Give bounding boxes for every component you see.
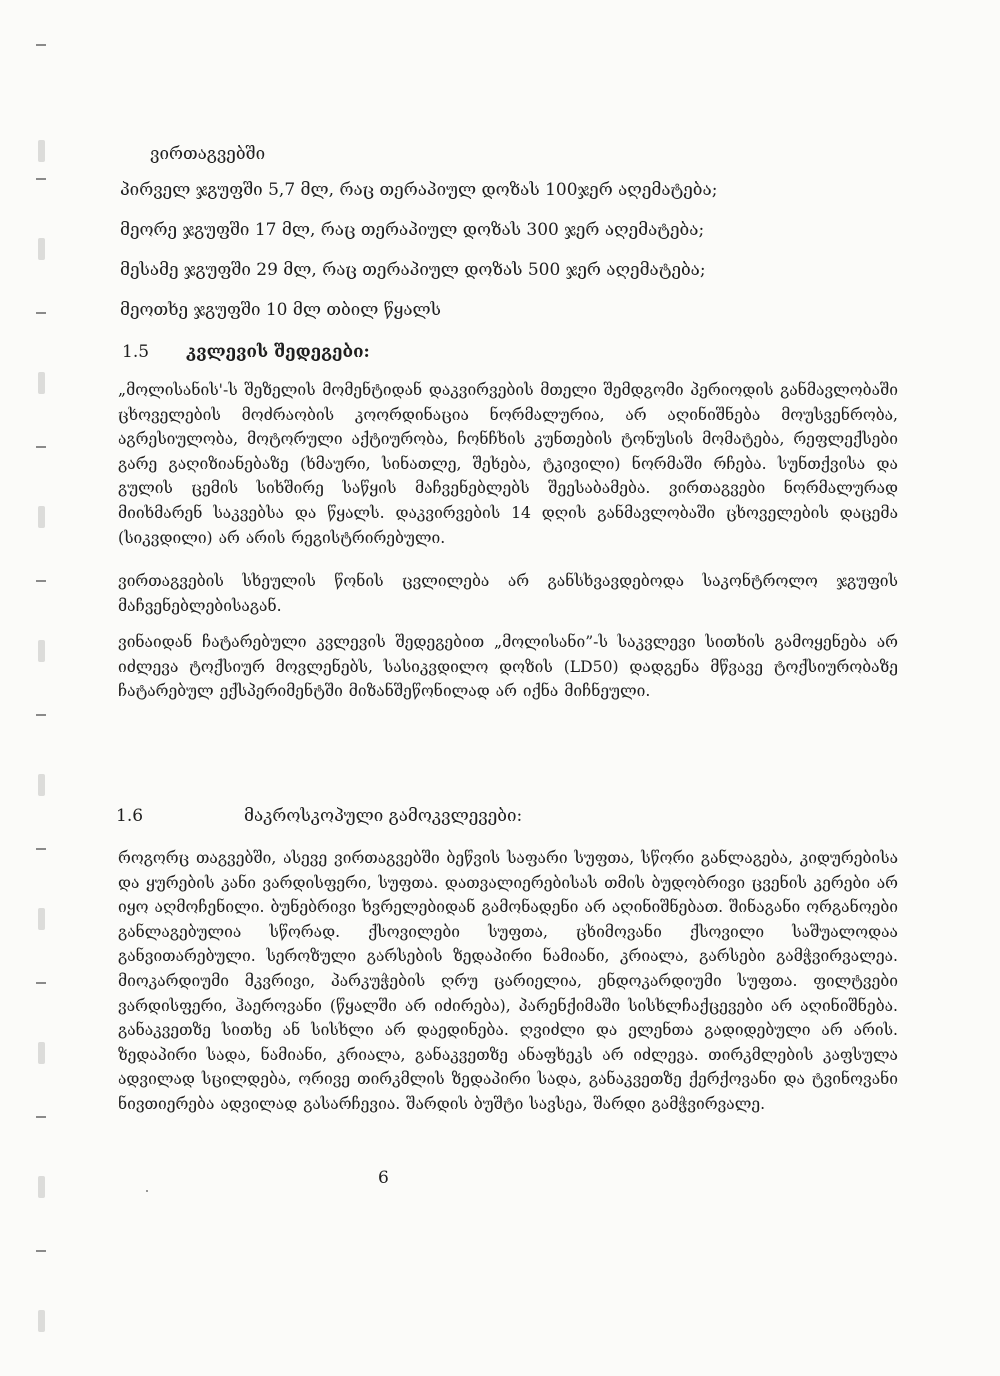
- page-number: 6: [378, 1168, 389, 1188]
- section-title: კვლევის შედეგები:: [186, 342, 370, 362]
- dose-line: პირველ ჯგუფში 5,7 მლ, რაც თერაპიულ დოზას 100ჯერ აღემატება;: [120, 180, 718, 200]
- body-paragraph: ვირთაგვების სხეულის წონის ცვლილება არ განსხვავდებოდა საკონტროლო ჯგუფის მაჩვენებლებისაგან.: [118, 572, 898, 615]
- body-paragraph: ვინაიდან ჩატარებული კვლევის შედეგებით „მოლისანი”-ს საკვლევი სითხის გამოყენება არ იძლევა ტოქსიურ მოვლენებს, სასიკვდილო დოზის (LD50) დადგენა მწვავე ტოქსიურობაზე ჩატარებულ ექსპერიმენტში მიზანშეწონილად არ იქნა მიჩნეული.: [118, 633, 898, 701]
- section-title: მაკროსკოპული გამოკვლევები:: [244, 806, 523, 826]
- dose-line: მეოთხე ჯგუფში 10 მლ თბილ წყალს: [120, 300, 441, 320]
- intro-line: ვირთაგვებში: [150, 144, 266, 164]
- speck: [146, 1190, 148, 1192]
- body-paragraph: როგორც თაგვებში, ასევე ვირთაგვებში ბეწვის საფარი სუფთა, სწორი განლაგება, კიდურებისა და ყურების კანი ვარდისფერი, სუფთა. დათვალიერებისას თმის ბუდობრივი ცვენის კერები არ იყო აღმოჩენილი. ბუნებრივი ხვრელებიდან გამონადენი არ აღინიშნებათ. შინაგანი ორგანოები განლაგებულია სწორად. ქსოვილები სუფთა, ცხიმოვანი ქსოვილი საშუალოდაა განვითარებული. სეროზული გარსების ზედაპირი ნამიანი, კრიალა, გარსები გამჭვირვალეა. მიოკარდიუმი მკვრივი, პარკუჭების ღრუ ცარიელია, ენდოკარდიუმი სუფთა. ფილტვები ვარდისფერი, ჰაეროვანი (წყალში არ იძირება), პარენქიმაში სისხლჩაქცევები არ აღინიშნება. განაკვეთზე სითხე ან სისხლი არ დაედინება. ღვიძლი და ელენთა გადიდებული არ არის. ზედაპირი სადა, ნამიანი, კრიალა, განაკვეთზე ანაფხეკს არ იძლევა. თირკმლების კაფსულა ადვილად სცილდება, ორივე თირკმლის ზედაპირი სადა, განაკვეთზე ქერქოვანი და ტვინოვანი ნივთიერება ადვილად გასარჩევია. შარდის ბუშტი სავსეა, შარდი გამჭვირვალე.: [118, 849, 898, 1113]
- section-number: 1.5: [122, 342, 150, 362]
- section-number: 1.6: [116, 806, 144, 826]
- body-paragraph: „მოლისანის'-ს შეზელის მომენტიდან დაკვირვების მთელი შემდგომი პერიოდის განმავლობაში ცხოველების მოძრაობის კოორდინაცია ნორმალურია, არ აღინიშნება მოუსვენრობა, აგრესიულობა, მოტორული აქტიურობა, ჩონჩხის კუნთების ტონუსის მომატება, რეფლექსები გარე გაღიზიანებაზე (ხმაური, სინათლე, შეხება, ტკივილი) ნორმაში რჩება. სუნთქვისა და გულის ცემის სიხშირე საწყის მაჩვენებლებს შეესაბამება. ვირთაგვები ნორმალურად მიიხმარენ საკვებსა და წყალს. დაკვირვების 14 დღის განმავლობაში ცხოველების დაცემა (სიკვდილი) არ არის რეგისტრირებული.: [118, 381, 898, 547]
- dose-line: მესამე ჯგუფში 29 მლ, რაც თერაპიულ დოზას 500 ჯერ აღემატება;: [120, 260, 706, 280]
- dose-line: მეორე ჯგუფში 17 მლ, რაც თერაპიულ დოზას 300 ჯერ აღემატება;: [120, 220, 705, 240]
